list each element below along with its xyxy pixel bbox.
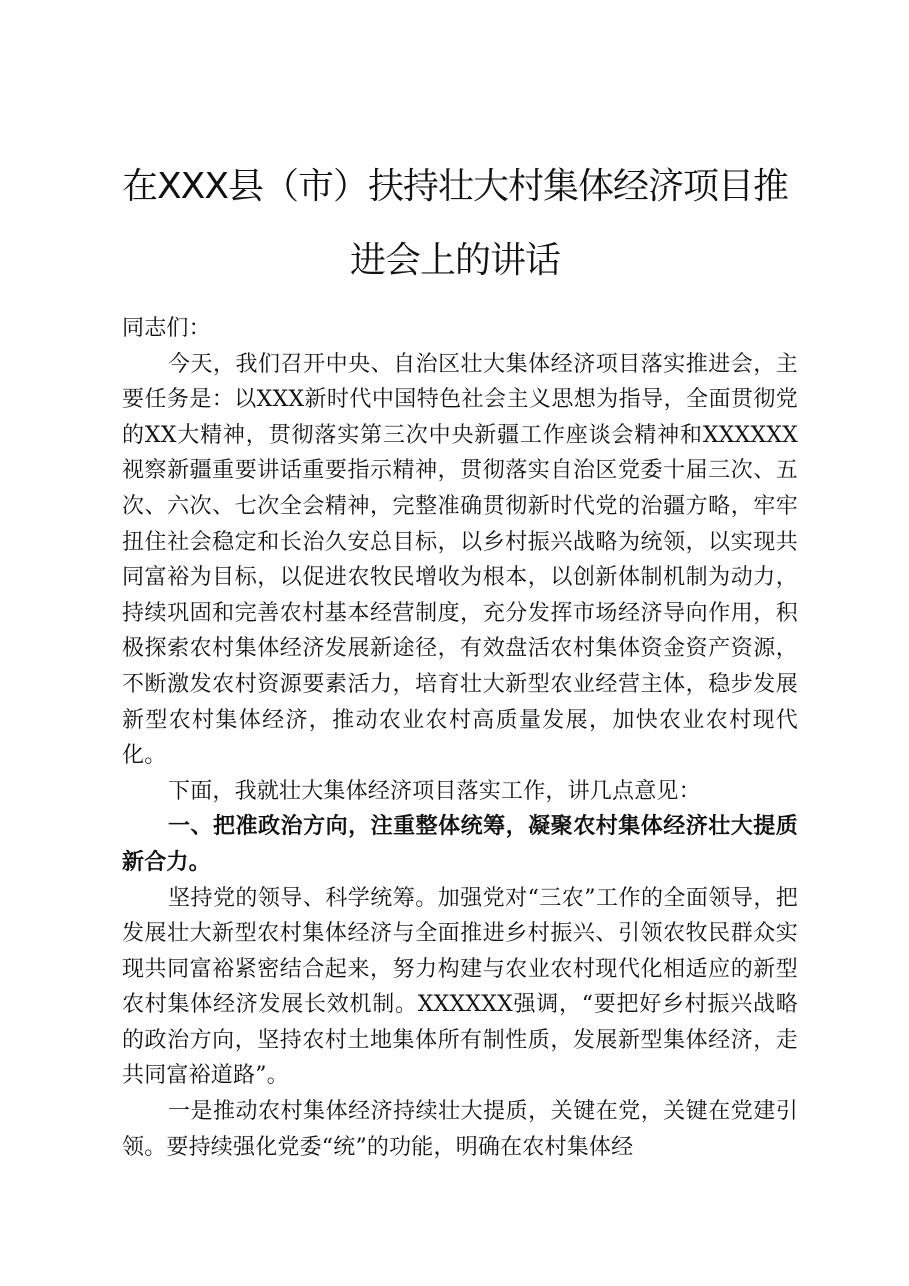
document-body bbox=[122, 311, 798, 1165]
title-line-1: 在XXX县（市）扶持壮大村集体经济项目推 bbox=[122, 166, 788, 207]
paragraph-lead-in: 下面，我就壮大集体经济项目落实工作，讲几点意见： bbox=[168, 778, 701, 804]
paragraph-intro: 今天，我们召开中央、自治区壮大集体经济项目落实推进会，主要任务是：以XXX新时代中国特色社会主义思想为指导，全面贯彻党的XX大精神，贯彻落实第三次中央新疆工作座谈会精神和XXXXXX视察新疆重要讲话重要指示精神，贯彻落实自治区党委十届三次、五次、六次、七次全会精神，完整准确贯彻新时代党的治疆方略，牢牢扭住社会稳定和长治久安总目标，以乡村振兴战略为统领，以实现共同富裕为目标，以促进农牧民增收为根本，以创新体制机制为动力，持续巩固和完善农村基本经营制度，充分发挥市场经济导向作用，积极探索农村集体经济发展新途径，有效盘活农村集体资金资产资源，不断激发农村资源要素活力，培育壮大新型农业经营主体，稳步发展新型农村集体经济，推动农业农村高质量发展，加快农业农村现代化。 bbox=[122, 351, 798, 769]
title-line-2: 进会上的讲话 bbox=[349, 240, 560, 281]
paragraph-point-one: 一是推动农村集体经济持续壮大提质，关键在党，关键在党建引领。要持续强化党委“统”的功能，明确在农村集体经 bbox=[122, 1099, 798, 1160]
document-title bbox=[110, 150, 800, 298]
paragraph-party-leadership: 坚持党的领导、科学统筹。加强党对“三农”工作的全面领导，把发展壮大新型农村集体经济与全面推进乡村振兴、引领农牧民群众实现共同富裕紧密结合起来，努力构建与农业农村现代化相适应的新型农村集体经济发展长效机制。XXXXXX强调，“要把好乡村振兴战略的政治方向，坚持农村土地集体所有制性质，发展新型集体经济，走共同富裕道路”。 bbox=[122, 885, 798, 1089]
section-heading-1: 一、把准政治方向，注重整体统筹，凝聚农村集体经济壮大提质新合力。 bbox=[122, 813, 798, 875]
salutation: 同志们： bbox=[122, 316, 211, 341]
